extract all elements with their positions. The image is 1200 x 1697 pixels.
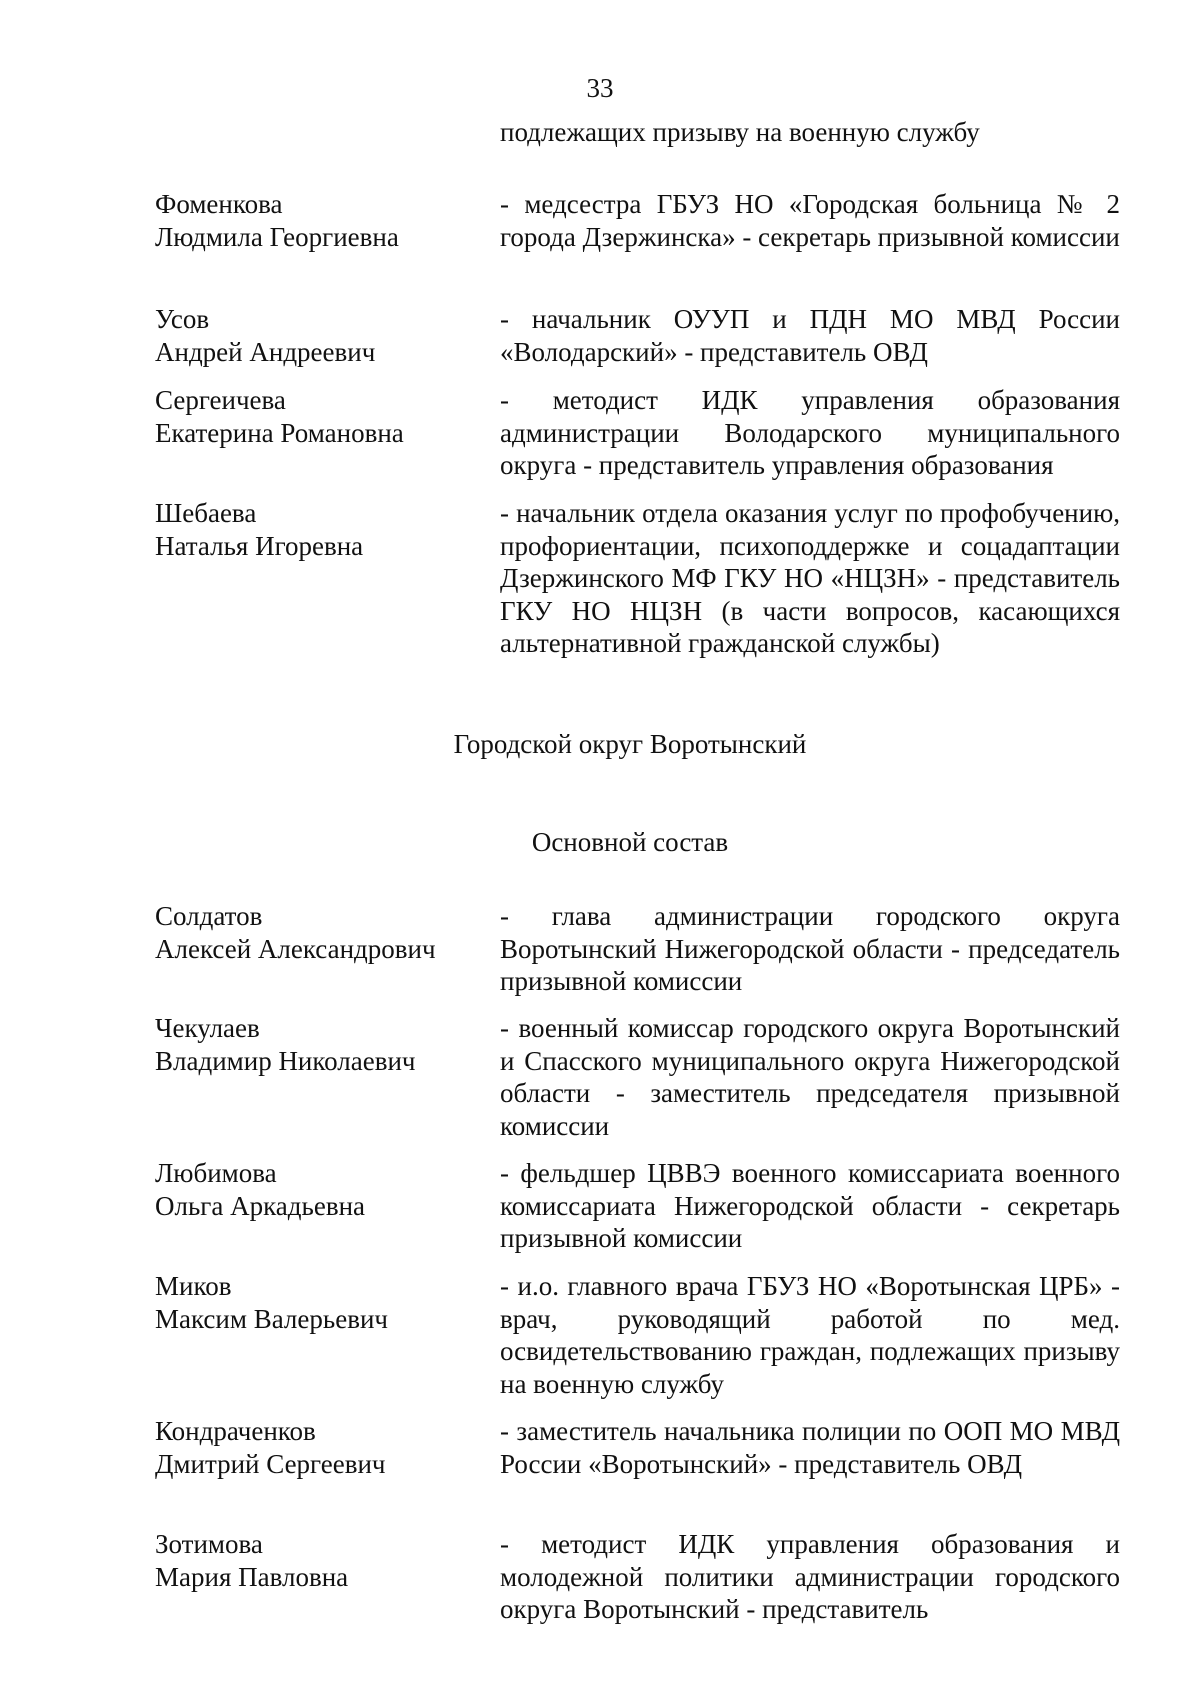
member-name: [155, 1528, 485, 1593]
member-description: - глава администрации городского округа Воротынский Нижегородской области - председатель призывной комиссии: [500, 901, 1120, 996]
member-description: - методист ИДК управления образования и молодежной политики администрации городского округа Воротынский - представитель: [500, 1529, 1120, 1624]
member-name: [155, 1012, 485, 1077]
member-description: - медсестра ГБУЗ НО «Городская больница № 2 города Дзержинска» - секретарь призывной комиссии: [500, 189, 1120, 252]
member-surname: Фоменкова: [155, 189, 283, 219]
member-surname: Сергеичева: [155, 385, 286, 415]
member-name: [155, 1415, 485, 1480]
member-surname: Чекулаев: [155, 1013, 260, 1043]
page-number: 33: [586, 73, 614, 103]
member-name: [155, 1157, 485, 1222]
member-surname: Зотимова: [155, 1529, 263, 1559]
member-given-names: Владимир Николаевич: [155, 1045, 416, 1076]
member-name: [155, 497, 485, 562]
member-given-names: Екатерина Романовна: [155, 417, 404, 448]
member-surname: Шебаева: [155, 498, 257, 528]
member-name: [155, 384, 485, 449]
member-given-names: Наталья Игоревна: [155, 530, 364, 561]
member-name: [155, 188, 485, 253]
member-description: - заместитель начальника полиции по ООП МО МВД России «Воротынский» - представитель ОВД: [500, 1416, 1120, 1479]
member-surname: Солдатов: [155, 901, 263, 931]
member-description: - военный комиссар городского округа Воротынский и Спасского муниципального округа Нижегородской области - заместитель председателя призывной комиссии: [500, 1013, 1120, 1141]
member-description: - начальник отдела оказания услуг по профобучению, профориентации, психоподдержке и соцадаптации Дзержинского МФ ГКУ НО «НЦЗН» - представитель ГКУ НО НЦЗН (в части вопросов, касающихся альтернативной гражданской службы): [500, 498, 1120, 658]
member-description: - методист ИДК управления образования администрации Володарского муниципального округа - представитель управления образования: [500, 385, 1120, 480]
member-name: [155, 900, 485, 965]
member-surname: Любимова: [155, 1158, 277, 1188]
member-surname: Миков: [155, 1271, 232, 1301]
member-name: [155, 303, 485, 368]
section-heading: Городской округ Воротынский: [453, 729, 807, 759]
member-given-names: Максим Валерьевич: [155, 1303, 388, 1334]
member-name: [155, 1270, 485, 1335]
member-given-names: Алексей Александрович: [155, 933, 436, 964]
member-given-names: Мария Павловна: [155, 1561, 349, 1592]
subsection-heading: Основной состав: [531, 827, 729, 857]
member-given-names: Людмила Георгиевна: [155, 221, 399, 252]
member-surname: Кондраченков: [155, 1416, 316, 1446]
member-description: - фельдшер ЦВВЭ военного комиссариата военного комиссариата Нижегородской области - секретарь призывной комиссии: [500, 1158, 1120, 1253]
member-given-names: Дмитрий Сергеевич: [155, 1448, 386, 1479]
member-given-names: Андрей Андреевич: [155, 336, 376, 367]
member-given-names: Ольга Аркадьевна: [155, 1190, 366, 1221]
member-description: - и.о. главного врача ГБУЗ НО «Воротынская ЦРБ» - врач, руководящий работой по мед. освидетельствованию граждан, подлежащих призыву на военную службу: [500, 1271, 1120, 1399]
continuation-text: подлежащих призыву на военную службу: [500, 117, 980, 147]
member-description: - начальник ОУУП и ПДН МО МВД России «Володарский» - представитель ОВД: [500, 304, 1120, 367]
member-surname: Усов: [155, 304, 210, 334]
